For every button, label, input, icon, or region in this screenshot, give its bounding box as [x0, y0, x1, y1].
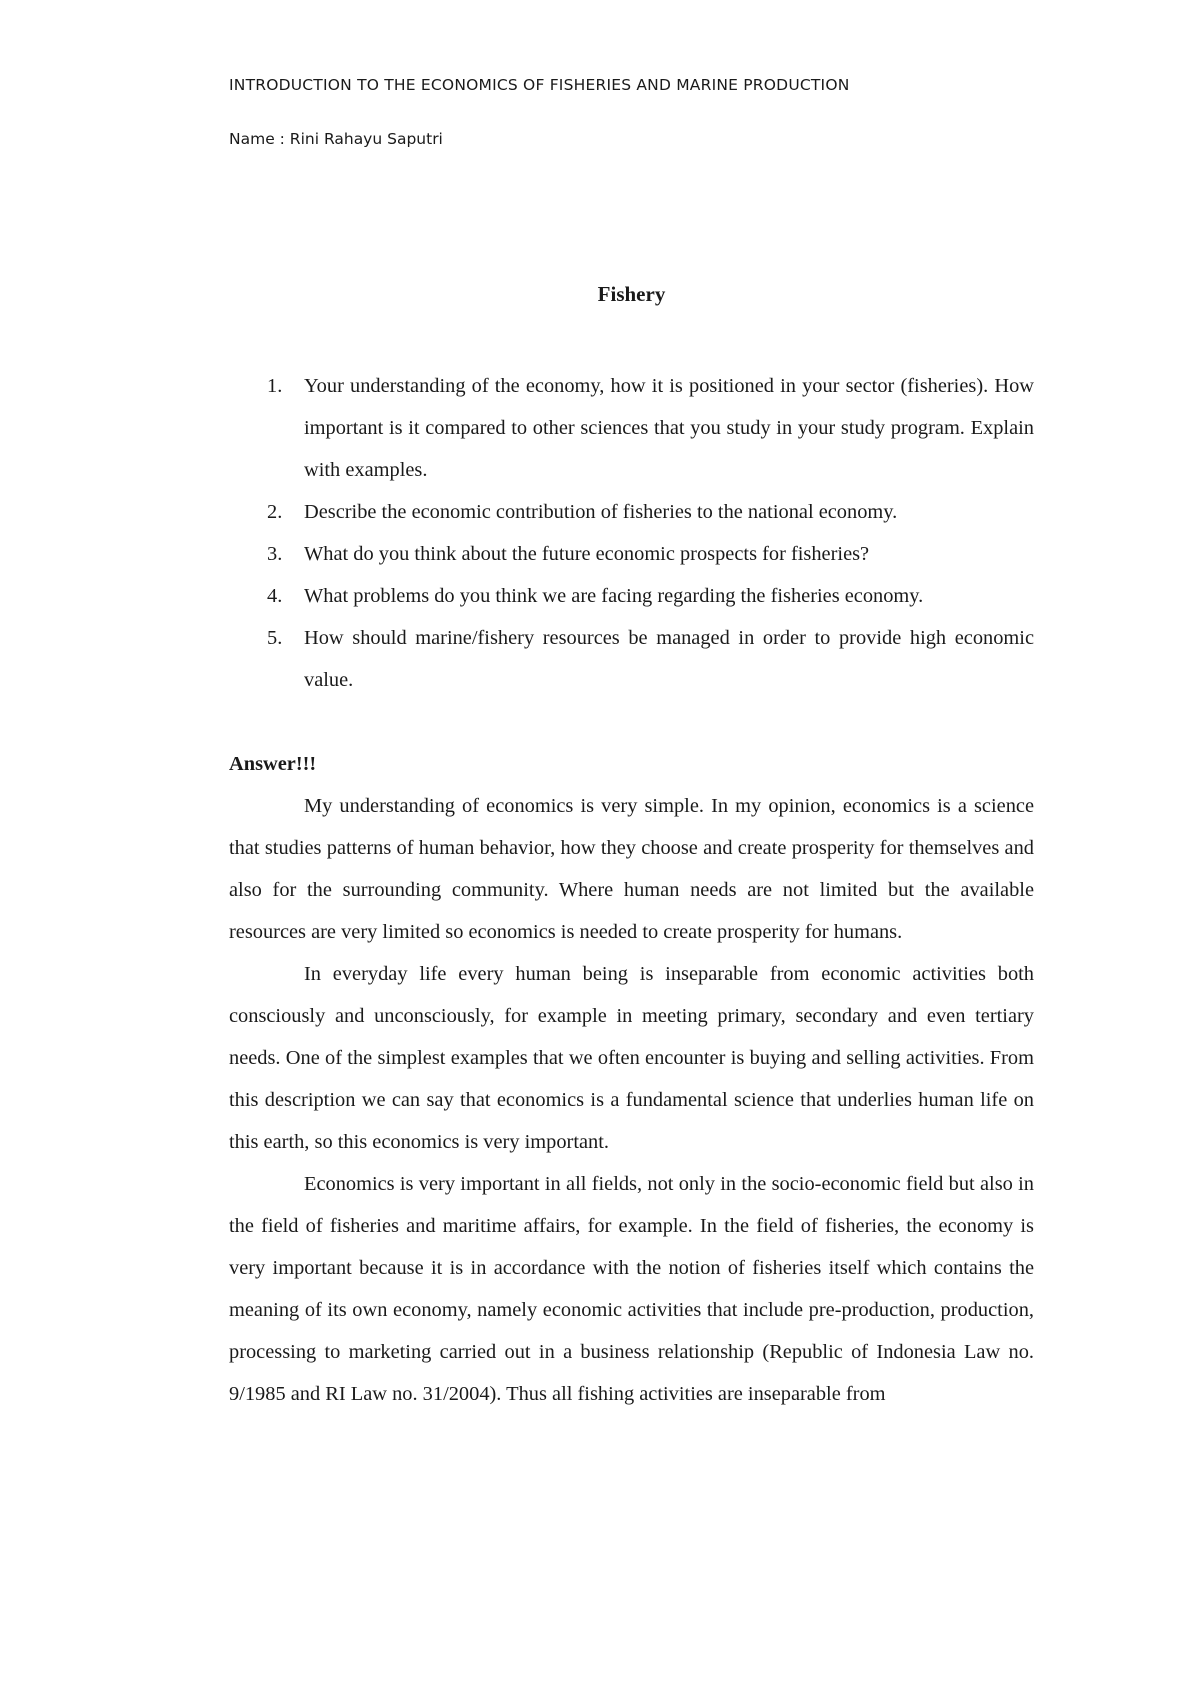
- question-text: How should marine/fishery resources be managed in order to provide high economic value.: [304, 627, 1034, 691]
- answer-body: [229, 785, 1034, 1415]
- answer-paragraph: In everyday life every human being is inseparable from economic activities both consciously and unconsciously, for example in meeting primary, secondary and even tertiary needs. One of the simplest examples that we often encounter is buying and selling activities. From this description we can say that economics is a fundamental science that underlies human life on this earth, so this economics is very important.: [229, 963, 1034, 1153]
- answer-paragraph: My understanding of economics is very simple. In my opinion, economics is a science that studies patterns of human behavior, how they choose and create prosperity for themselves and also for the surrounding community. Where human needs are not limited but the available resources are very limited so economics is needed to create prosperity for humans.: [229, 795, 1034, 943]
- question-item: [229, 575, 1034, 617]
- question-item: [229, 491, 1034, 533]
- question-item: [229, 617, 1034, 701]
- question-number: 3.: [267, 543, 283, 565]
- question-text: What do you think about the future economic prospects for fisheries?: [304, 543, 870, 565]
- question-text: Describe the economic contribution of fisheries to the national economy.: [304, 501, 898, 523]
- answer-heading: Answer!!!: [229, 753, 317, 775]
- question-number: 5.: [267, 627, 283, 649]
- question-list: [229, 365, 1034, 701]
- student-name: Name : Rini Rahayu Saputri: [229, 130, 443, 148]
- question-text: Your understanding of the economy, how it is positioned in your sector (fisheries). How important is it compared to other sciences that you study in your study program. Explain with examples.: [304, 375, 1034, 481]
- question-text: What problems do you think we are facing regarding the fisheries economy.: [304, 585, 924, 607]
- question-number: 4.: [267, 585, 283, 607]
- document-title: Fishery: [597, 282, 666, 306]
- answer-paragraph: Economics is very important in all fields, not only in the socio-economic field but also in the field of fisheries and maritime affairs, for example. In the field of fisheries, the economy is very important because it is in accordance with the notion of fisheries itself which contains the meaning of its own economy, namely economic activities that include pre-production, production, processing to marketing carried out in a business relationship (Republic of Indonesia Law no. 9/1985 and RI Law no. 31/2004). Thus all fishing activities are inseparable from: [229, 1173, 1034, 1405]
- course-title: INTRODUCTION TO THE ECONOMICS OF FISHERIES AND MARINE PRODUCTION: [229, 76, 850, 94]
- question-item: [229, 365, 1034, 491]
- question-number: 2.: [267, 501, 283, 523]
- question-number: 1.: [267, 375, 283, 397]
- question-item: [229, 533, 1034, 575]
